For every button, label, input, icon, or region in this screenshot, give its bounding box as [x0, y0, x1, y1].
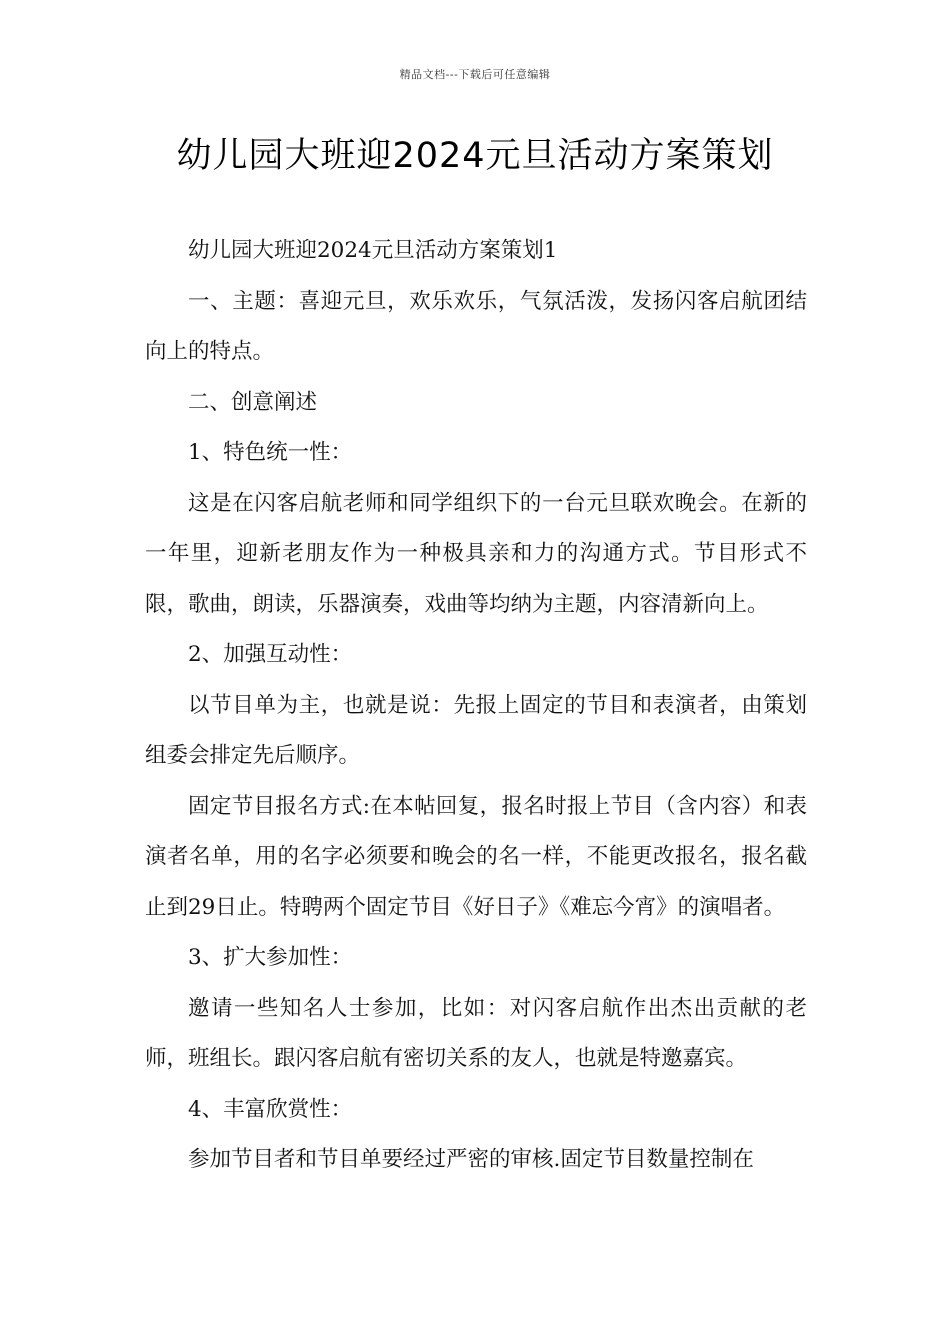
- paragraph: 一、主题：喜迎元旦，欢乐欢乐，气氛活泼，发扬闪客启航团结向上的特点。: [145, 288, 807, 364]
- paragraph: 幼儿园大班迎2024元旦活动方案策划1: [188, 238, 558, 263]
- paragraph: 固定节目报名方式:在本帖回复，报名时报上节目（含内容）和表演者名单，用的名字必须要和晚会的名一样，不能更改报名，报名截止到29日止。特聘两个固定节目《好日子》《难忘今宵》的演唱者。: [145, 793, 807, 920]
- paragraph: 以节目单为主，也就是说：先报上固定的节目和表演者，由策划组委会排定先后顺序。: [145, 692, 807, 768]
- paragraph: 这是在闪客启航老师和同学组织下的一台元旦联欢晚会。在新的一年里，迎新老朋友作为一种极具亲和力的沟通方式。节目形式不限，歌曲，朗读，乐器演奏，戏曲等均纳为主题，内容清新向上。: [145, 490, 807, 617]
- header-note: 精品文档---下载后可任意编辑: [399, 68, 551, 81]
- subsection-heading: 2、加强互动性：: [188, 642, 353, 667]
- section-heading: 二、创意阐述: [188, 389, 318, 415]
- subsection-heading: 3、扩大参加性：: [188, 945, 353, 970]
- document-body: [145, 226, 807, 1186]
- paragraph: 参加节目者和节目单要经过严密的审核.固定节目数量控制在: [188, 1147, 754, 1172]
- document-title: 幼儿园大班迎2024元旦活动方案策划: [176, 136, 774, 176]
- subsection-heading: 1、特色统一性：: [188, 440, 353, 465]
- subsection-heading: 4、丰富欣赏性：: [188, 1096, 353, 1122]
- paragraph: 邀请一些知名人士参加，比如：对闪客启航作出杰出贡献的老师，班组长。跟闪客启航有密切关系的友人，也就是特邀嘉宾。: [145, 995, 807, 1071]
